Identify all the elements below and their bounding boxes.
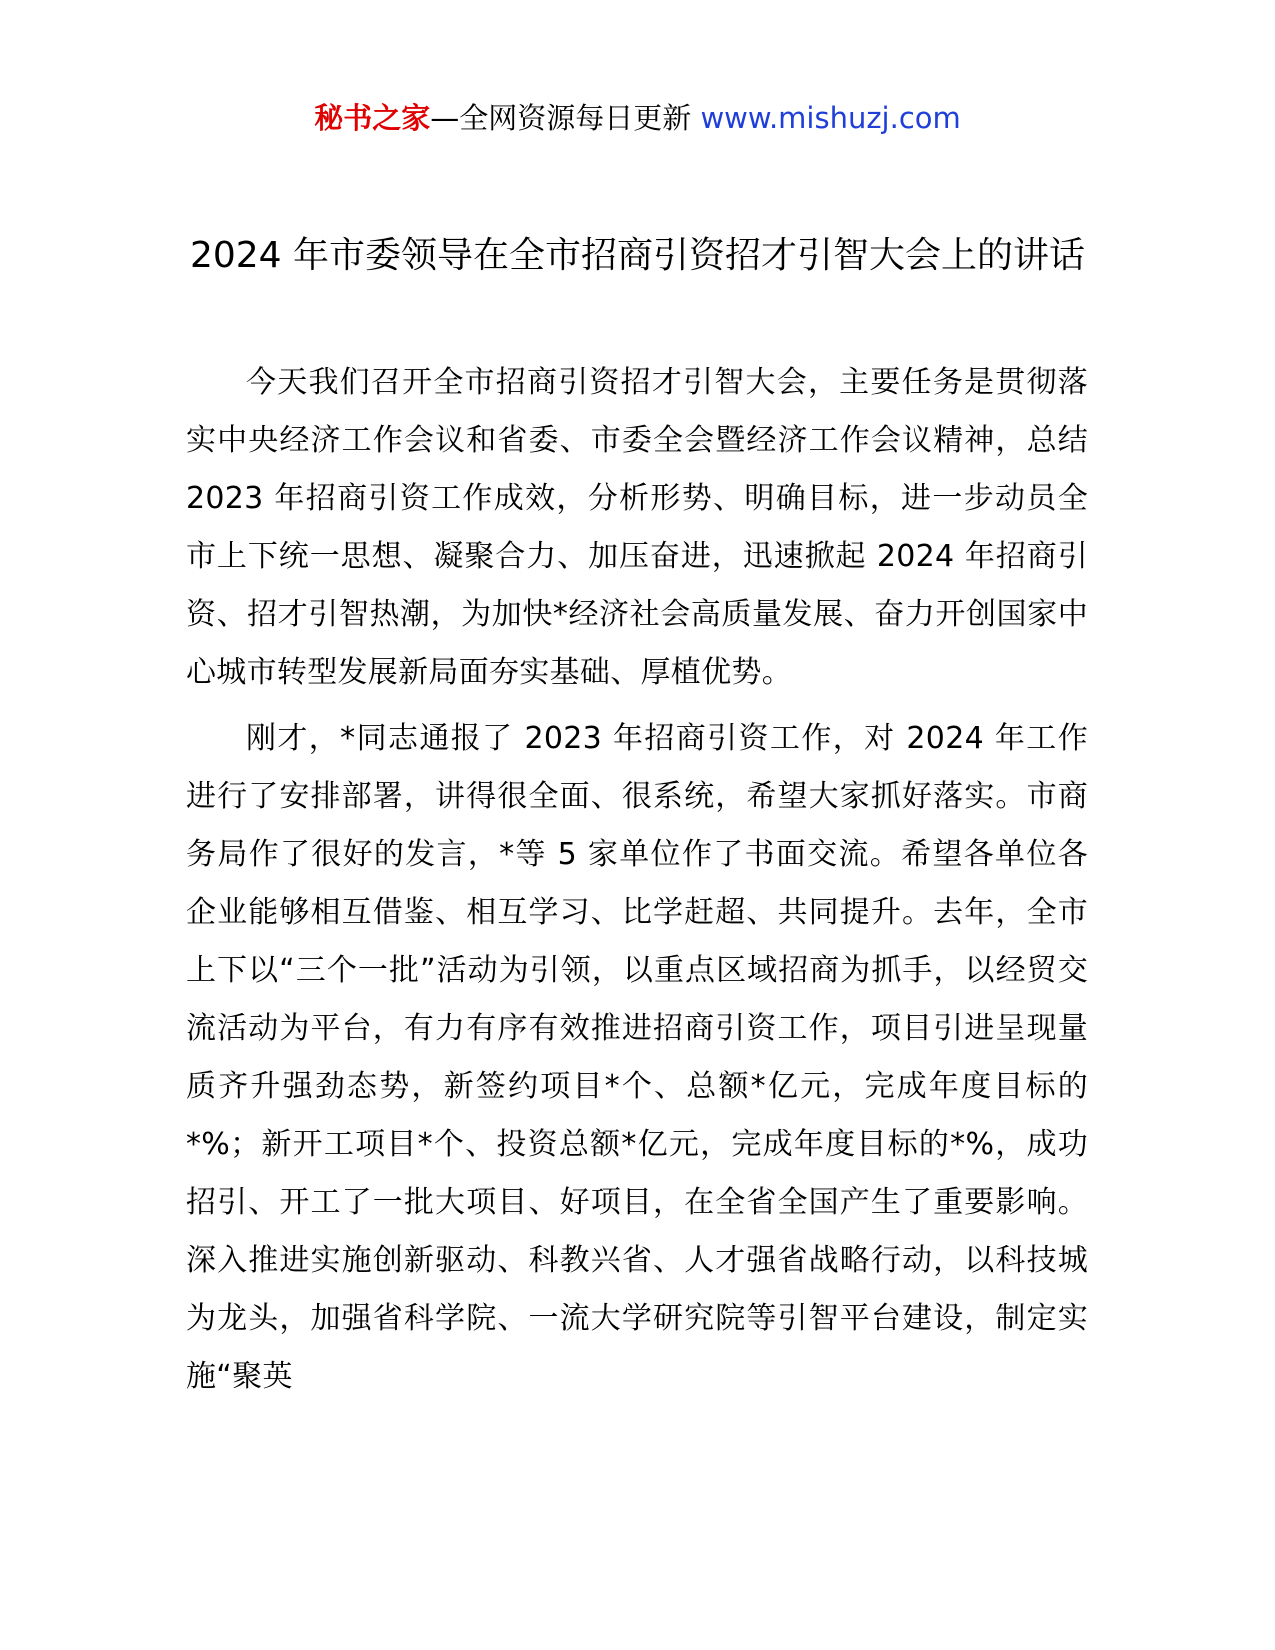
document-title: 2024 年市委领导在全市招商引资招才引智大会上的讲话 (189, 235, 1086, 276)
site-brand-name: 秘书之家 (314, 101, 431, 135)
body-paragraph-1: 今天我们召开全市招商引资招才引智大会，主要任务是贯彻落实中央经济工作会议和省委、市委全会暨经济工作会议精神，总结 2023 年招商引资工作成效，分析形势、明确目标，进一步动员全市上下统一思想、凝聚合力、加压奋进，迅速掀起 2024 年招商引资、招才引智热潮，为加快*经济社会高质量发展、奋力开创国家中心城市转型发展新局面夯实基础、厚植优势。 (186, 365, 1088, 690)
body-paragraph-2: 刚才，*同志通报了 2023 年招商引资工作，对 2024 年工作进行了安排部署，讲得很全面、很系统，希望大家抓好落实。市商务局作了很好的发言，*等 5 家单位作了书面交流。希望各单位各企业能够相互借鉴、相互学习、比学赶超、共同提升。去年，全市上下以“三个一批”活动为引领，以重点区域招商为抓手，以经贸交流活动为平台，有力有序有效推进招商引资工作，项目引进呈现量质齐升强劲态势，新签约项目*个、总额*亿元，完成年度目标的*%；新开工项目*个、投资总额*亿元，完成年度目标的*%，成功招引、开工了一批大项目、好项目，在全省全国产生了重要影响。深入推进实施创新驱动、科教兴省、人才强省战略行动，以科技城为龙头，加强省科学院、一流大学研究院等引智平台建设，制定实施“聚英 (186, 721, 1088, 1394)
site-header-banner (0, 98, 1275, 138)
document-body (186, 354, 1088, 1414)
site-url-link[interactable]: www.mishuzj.com (700, 101, 961, 135)
site-tagline: —全网资源每日更新 (430, 101, 701, 135)
